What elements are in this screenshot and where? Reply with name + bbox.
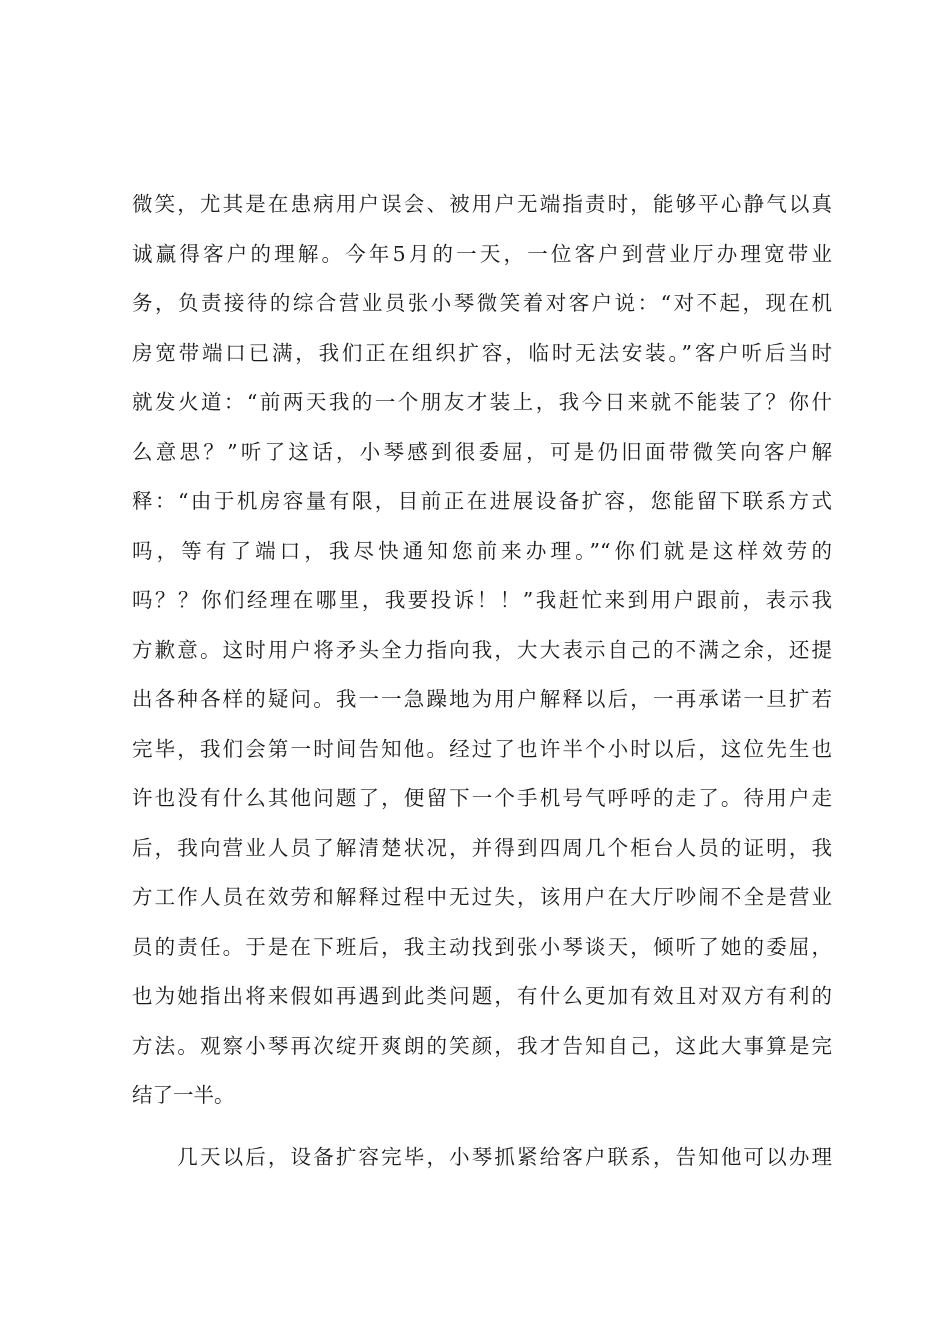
- text-line: 出各种各样的疑问。我一一急躁地为用户解释以后，一再承诺一旦扩若: [132, 687, 832, 711]
- text-line: 吗，等有了端口，我尽快通知您前来办理。”“你们就是这样效劳的: [132, 538, 832, 563]
- text-line: 诚赢得客户的理解。今年5月的一天，一位客户到营业厅办理宽带业: [132, 241, 832, 266]
- text-line: 也为她指出将来假如再遇到此类问题，有什么更加有效且对双方有利的: [132, 984, 832, 1008]
- paragraph-spacer: [132, 1121, 832, 1133]
- text-line: 方工作人员在效劳和解释过程中无过失，该用户在大厅吵闹不全是营业: [132, 885, 832, 909]
- text-line: 吗？？你们经理在哪里，我要投诉！！”我赶忙来到用户跟前，表示我: [132, 588, 832, 612]
- text-line: 微笑，尤其是在患病用户误会、被用户无端指责时，能够平心静气以真: [132, 192, 832, 216]
- text-line: 后，我向营业人员了解清楚状况，并得到四周几个柜台人员的证明，我: [132, 835, 832, 860]
- text-line: 就发火道：“前两天我的一个朋友才装上，我今日来就不能装了？你什: [132, 390, 832, 414]
- text-line: 完毕，我们会第一时间告知他。经过了也许半个小时以后，这位先生也: [132, 736, 832, 761]
- body-text: [132, 180, 832, 1182]
- paragraph-1: [132, 180, 832, 1121]
- text-line: 方歉意。这时用户将矛头全力指向我，大大表示自己的不满之余，还提: [132, 637, 832, 662]
- text-line: 许也没有什么其他问题了，便留下一个手机号气呼呼的走了。待用户走: [132, 786, 832, 810]
- text-line: 几天以后，设备扩容完毕，小琴抓紧给客户联系，告知他可以办理: [132, 1144, 832, 1169]
- text-line: 务，负责接待的综合营业员张小琴微笑着对客户说：“对不起，现在机: [132, 291, 832, 315]
- text-line: 释：“由于机房容量有限，目前正在进展设备扩容，您能留下联系方式: [132, 489, 832, 513]
- text-line: 员的责任。于是在下班后，我主动找到张小琴谈天，倾听了她的委屈，: [132, 934, 832, 959]
- paragraph-2: [132, 1133, 832, 1183]
- text-line: 方法。观察小琴再次绽开爽朗的笑颜，我才告知自己，这此大事算是完: [132, 1033, 832, 1058]
- text-line: 结了一半。: [132, 1083, 235, 1107]
- text-line: 么意思？”听了这话，小琴感到很委屈，可是仍旧面带微笑向客户解: [132, 439, 832, 464]
- text-line: 房宽带端口已满，我们正在组织扩容，临时无法安装。”客户听后当时: [132, 340, 832, 365]
